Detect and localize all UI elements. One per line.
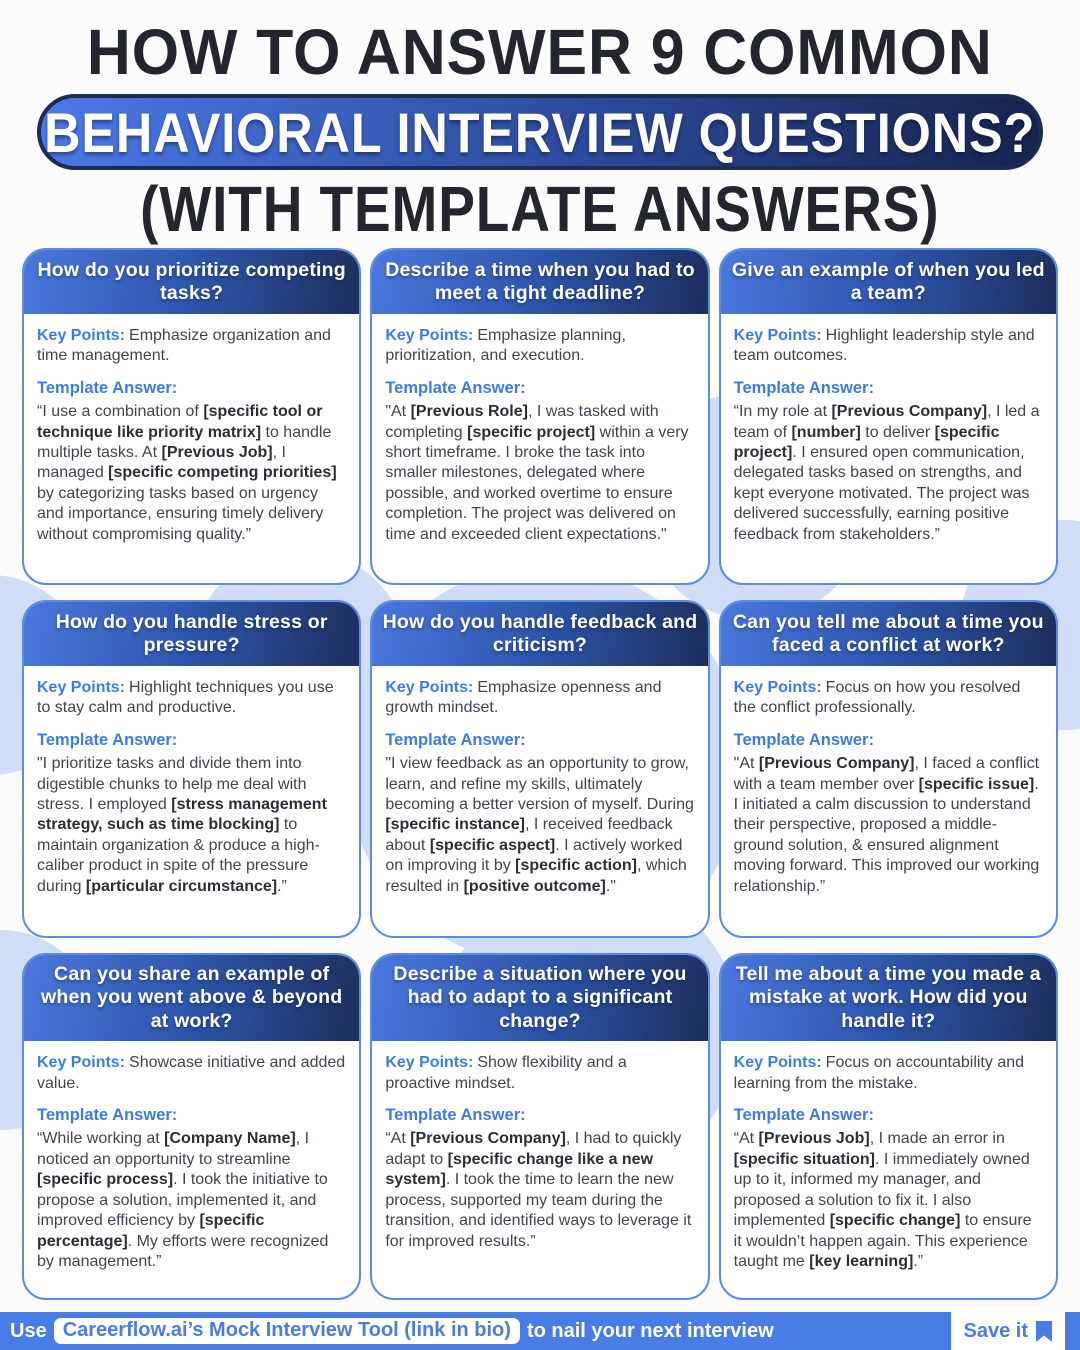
card-body — [24, 666, 359, 907]
template-answer-label: Template Answer: — [37, 1106, 178, 1125]
key-points — [37, 326, 346, 367]
question-text: How do you handle feedback and criticism? — [382, 610, 698, 656]
question-text: Describe a situation where you had to adapt to a significant change? — [393, 963, 687, 1032]
question-card — [22, 248, 361, 585]
question-card — [719, 953, 1058, 1300]
title-line-1: HOW TO ANSWER 9 COMMON — [87, 16, 993, 88]
key-points-label: Key Points: — [733, 327, 822, 344]
key-points-label: Key Points: — [385, 327, 474, 344]
question-card — [370, 248, 709, 585]
question-card — [22, 953, 361, 1300]
key-points-text: Emphasize planning, prioritization, and execution. — [385, 327, 626, 365]
template-answer-label: Template Answer: — [733, 1106, 874, 1125]
key-points — [385, 1053, 694, 1094]
key-points-label: Key Points: — [37, 1054, 126, 1072]
footer-prefix: Use — [10, 1319, 47, 1342]
key-points-label: Key Points: — [37, 327, 126, 344]
key-points-text: Focus on how you resolved the conflict professionally. — [733, 679, 1021, 717]
card-header — [24, 602, 359, 666]
careerflow-link[interactable]: Careerflow.ai’s Mock Interview Tool (link in bio) — [54, 1318, 520, 1344]
template-answer-text: "At [Previous Role], I was tasked with completing [specific project] within a very short timeframe. I broke the task into smaller milestones, delegated where possible, and worked overtime to ensure completion. The project was delivered on time and exceeded client expectations." — [385, 403, 689, 543]
template-answer-label: Template Answer: — [385, 730, 526, 749]
key-points-text: Show flexibility and a proactive mindset. — [385, 1054, 627, 1092]
question-card — [22, 600, 361, 938]
template-answer-label: Template Answer: — [37, 378, 178, 397]
key-points-label: Key Points: — [385, 679, 474, 696]
template-answer-text: “In my role at [Previous Company], I led a team of [number] to deliver [specific project]. I ensured open communication, delegated tasks based on strengths, and kept everyone motivated. The project was delivered successfully, earning positive feedback from stakeholders.” — [733, 403, 1040, 543]
key-points-text: Highlight leadership style and team outcomes. — [733, 327, 1035, 365]
footer-banner — [0, 1312, 1080, 1350]
template-answer-label: Template Answer: — [733, 378, 874, 397]
question-card-grid — [22, 248, 1058, 1300]
template-answer-text: "At [Previous Company], I faced a conflict with a team member over [specific issue]. I initiated a calm discussion to understand their perspective, proposed a middle-ground solution, & ensured alignment moving forward. This improved our working relationship.” — [733, 755, 1040, 895]
card-body — [24, 1041, 359, 1282]
key-points — [734, 678, 1043, 719]
template-answer-text: “At [Previous Job], I made an error in [specific situation]. I immediately owned up to it, informed my manager, and proposed a solution to fix it. I also implemented [specific change] to ensure it wouldn’t happen again. This experience taught me [key learning].” — [733, 1130, 1032, 1271]
key-points-text: Focus on accountability and learning from the mistake. — [733, 1054, 1025, 1092]
template-answer-label: Template Answer: — [385, 378, 526, 397]
key-points-label: Key Points: — [733, 679, 822, 696]
question-text: Can you share an example of when you went above & beyond at work? — [40, 963, 343, 1032]
template-answer-text: "I view feedback as an opportunity to grow, learn, and refine my skills, ultimately becoming a better version of myself. During [specific instance], I received feedback about [specific aspect]. I actively worked on improving it by [specific action], which resulted in [positive outcome]." — [385, 755, 694, 895]
template-answer-label: Template Answer: — [733, 730, 874, 749]
question-text: How do you handle stress or pressure? — [55, 610, 328, 656]
card-header — [24, 250, 359, 314]
template-answer-text: “While working at [Company Name], I noticed an opportunity to streamline [specific process]. I took the initiative to propose a solution, implemented it, and improved efficiency by [specific percentage]. My efforts were recognized by management.” — [37, 1130, 329, 1271]
card-body — [24, 314, 359, 555]
key-points — [734, 1053, 1043, 1094]
question-card — [719, 248, 1058, 585]
bookmark-icon — [1036, 1321, 1052, 1342]
card-header — [372, 250, 707, 314]
template-answer-text: “At [Previous Company], I had to quickly adapt to [specific change like a new system]. I took the time to learn the new process, supported my team during the transition, and identified ways to leverage it for improved results.” — [385, 1130, 692, 1250]
question-text: Can you tell me about a time you faced a conflict at work? — [732, 610, 1044, 656]
card-header — [24, 955, 359, 1041]
key-points — [37, 678, 346, 719]
card-header — [721, 955, 1056, 1041]
key-points — [734, 326, 1043, 367]
template-answer-text: "I prioritize tasks and divide them into digestible chunks to help me deal with stress. I employed [stress management strategy, such as time blocking] to maintain organization & produce a high-caliber product in spite of the pressure during [particular circumstance].” — [37, 755, 327, 895]
question-card — [370, 600, 709, 938]
card-body — [372, 1041, 707, 1262]
key-points — [37, 1053, 346, 1094]
template-answer-label: Template Answer: — [37, 730, 178, 749]
card-body — [372, 666, 707, 907]
key-points-text: Emphasize openness and growth mindset. — [385, 679, 662, 717]
title-line-3: (WITH TEMPLATE ANSWERS) — [140, 173, 940, 245]
card-header — [721, 602, 1056, 666]
key-points-text: Showcase initiative and added value. — [37, 1054, 346, 1092]
template-answer-label: Template Answer: — [385, 1106, 526, 1125]
card-body — [721, 314, 1056, 555]
question-card — [370, 953, 709, 1300]
question-card — [719, 600, 1058, 938]
question-text: Describe a time when you had to meet a tight deadline? — [385, 258, 695, 304]
card-header — [372, 602, 707, 666]
title-line-2: BEHAVIORAL INTERVIEW QUESTIONS? — [44, 100, 1036, 164]
template-answer-text: “I use a combination of [specific tool or technique like priority matrix] to handle multiple tasks. At [Previous Job], I managed [specific competing priorities] by categorizing tasks based on urgency and importance, ensuring timely delivery without compromising quality.” — [37, 403, 337, 543]
question-text: How do you prioritize competing tasks? — [37, 258, 346, 304]
save-it-label: Save it — [963, 1319, 1028, 1342]
question-text: Tell me about a time you made a mistake at work. How did you handle it? — [735, 963, 1041, 1032]
key-points-text: Highlight techniques you use to stay calm and productive. — [37, 679, 334, 717]
question-text: Give an example of when you led a team? — [731, 258, 1045, 304]
card-body — [721, 1041, 1056, 1282]
page-title — [0, 16, 1080, 245]
key-points — [385, 678, 694, 719]
card-header — [721, 250, 1056, 314]
key-points-label: Key Points: — [733, 1054, 822, 1072]
key-points-label: Key Points: — [37, 679, 126, 696]
title-highlight-pill — [37, 94, 1043, 170]
save-it-button[interactable] — [951, 1312, 1065, 1350]
footer-suffix: to nail your next interview — [526, 1319, 774, 1342]
key-points-label: Key Points: — [385, 1054, 474, 1072]
card-body — [721, 666, 1056, 907]
card-header — [372, 955, 707, 1041]
key-points — [385, 326, 694, 367]
card-body — [372, 314, 707, 555]
key-points-text: Emphasize organization and time management. — [37, 327, 331, 365]
